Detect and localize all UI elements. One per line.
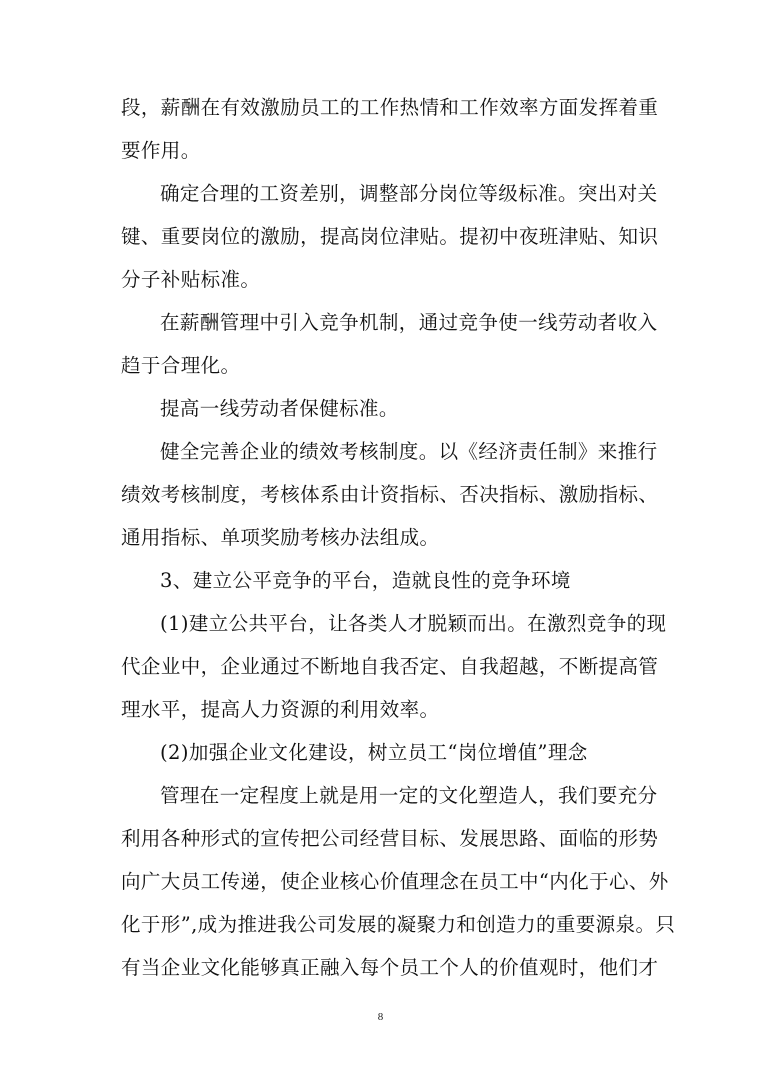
- text-line: 通用指标、单项奖励考核办法组成。: [121, 526, 440, 549]
- text-line: 要作用。: [121, 139, 201, 162]
- section-heading: 3、建立公平竞争的平台，造就良性的竞争环境: [160, 569, 571, 592]
- text-line: 段，薪酬在有效激励员工的工作热情和工作效率方面发挥着重: [121, 96, 659, 119]
- text-line: 化于形”,成为推进我公司发展的凝聚力和创造力的重要源泉。只: [121, 913, 676, 936]
- subsection-heading: (2)加强企业文化建设，树立员工“岗位增值”理念: [160, 741, 588, 764]
- paragraph-start: 提高一线劳动者保健标准。: [160, 397, 399, 420]
- text-line: 分子补贴标准。: [121, 268, 261, 291]
- paragraph-start: 管理在一定程度上就是用一定的文化塑造人，我们要充分: [160, 784, 658, 807]
- text-line: 趋于合理化。: [121, 354, 241, 377]
- text-line: 有当企业文化能够真正融入每个员工个人的价值观时，他们才: [121, 956, 659, 979]
- paragraph-start: 确定合理的工资差别，调整部分岗位等级标准。突出对关: [160, 182, 658, 205]
- text-line: 理水平，提高人力资源的利用效率。: [121, 698, 440, 721]
- text-line: 向广大员工传递，使企业核心价值理念在员工中“内化于心、外: [121, 870, 669, 893]
- paragraph-start: 健全完善企业的绩效考核制度。以《经济责任制》来推行: [160, 440, 658, 463]
- text-line: 绩效考核制度，考核体系由计资指标、否决指标、激励指标、: [121, 483, 659, 506]
- text-line: 代企业中，企业通过不断地自我否定、自我超越，不断提高管: [121, 655, 659, 678]
- paragraph-start: 在薪酬管理中引入竞争机制，通过竞争使一线劳动者收入: [160, 311, 658, 334]
- text-line: 利用各种形式的宣传把公司经营目标、发展思路、面临的形势: [121, 827, 659, 850]
- text-line: 键、重要岗位的激励，提高岗位津贴。提初中夜班津贴、知识: [121, 225, 659, 248]
- page-number: 8: [377, 1011, 384, 1023]
- paragraph-start: (1)建立公共平台，让各类人才脱颖而出。在激烈竞争的现: [160, 612, 667, 635]
